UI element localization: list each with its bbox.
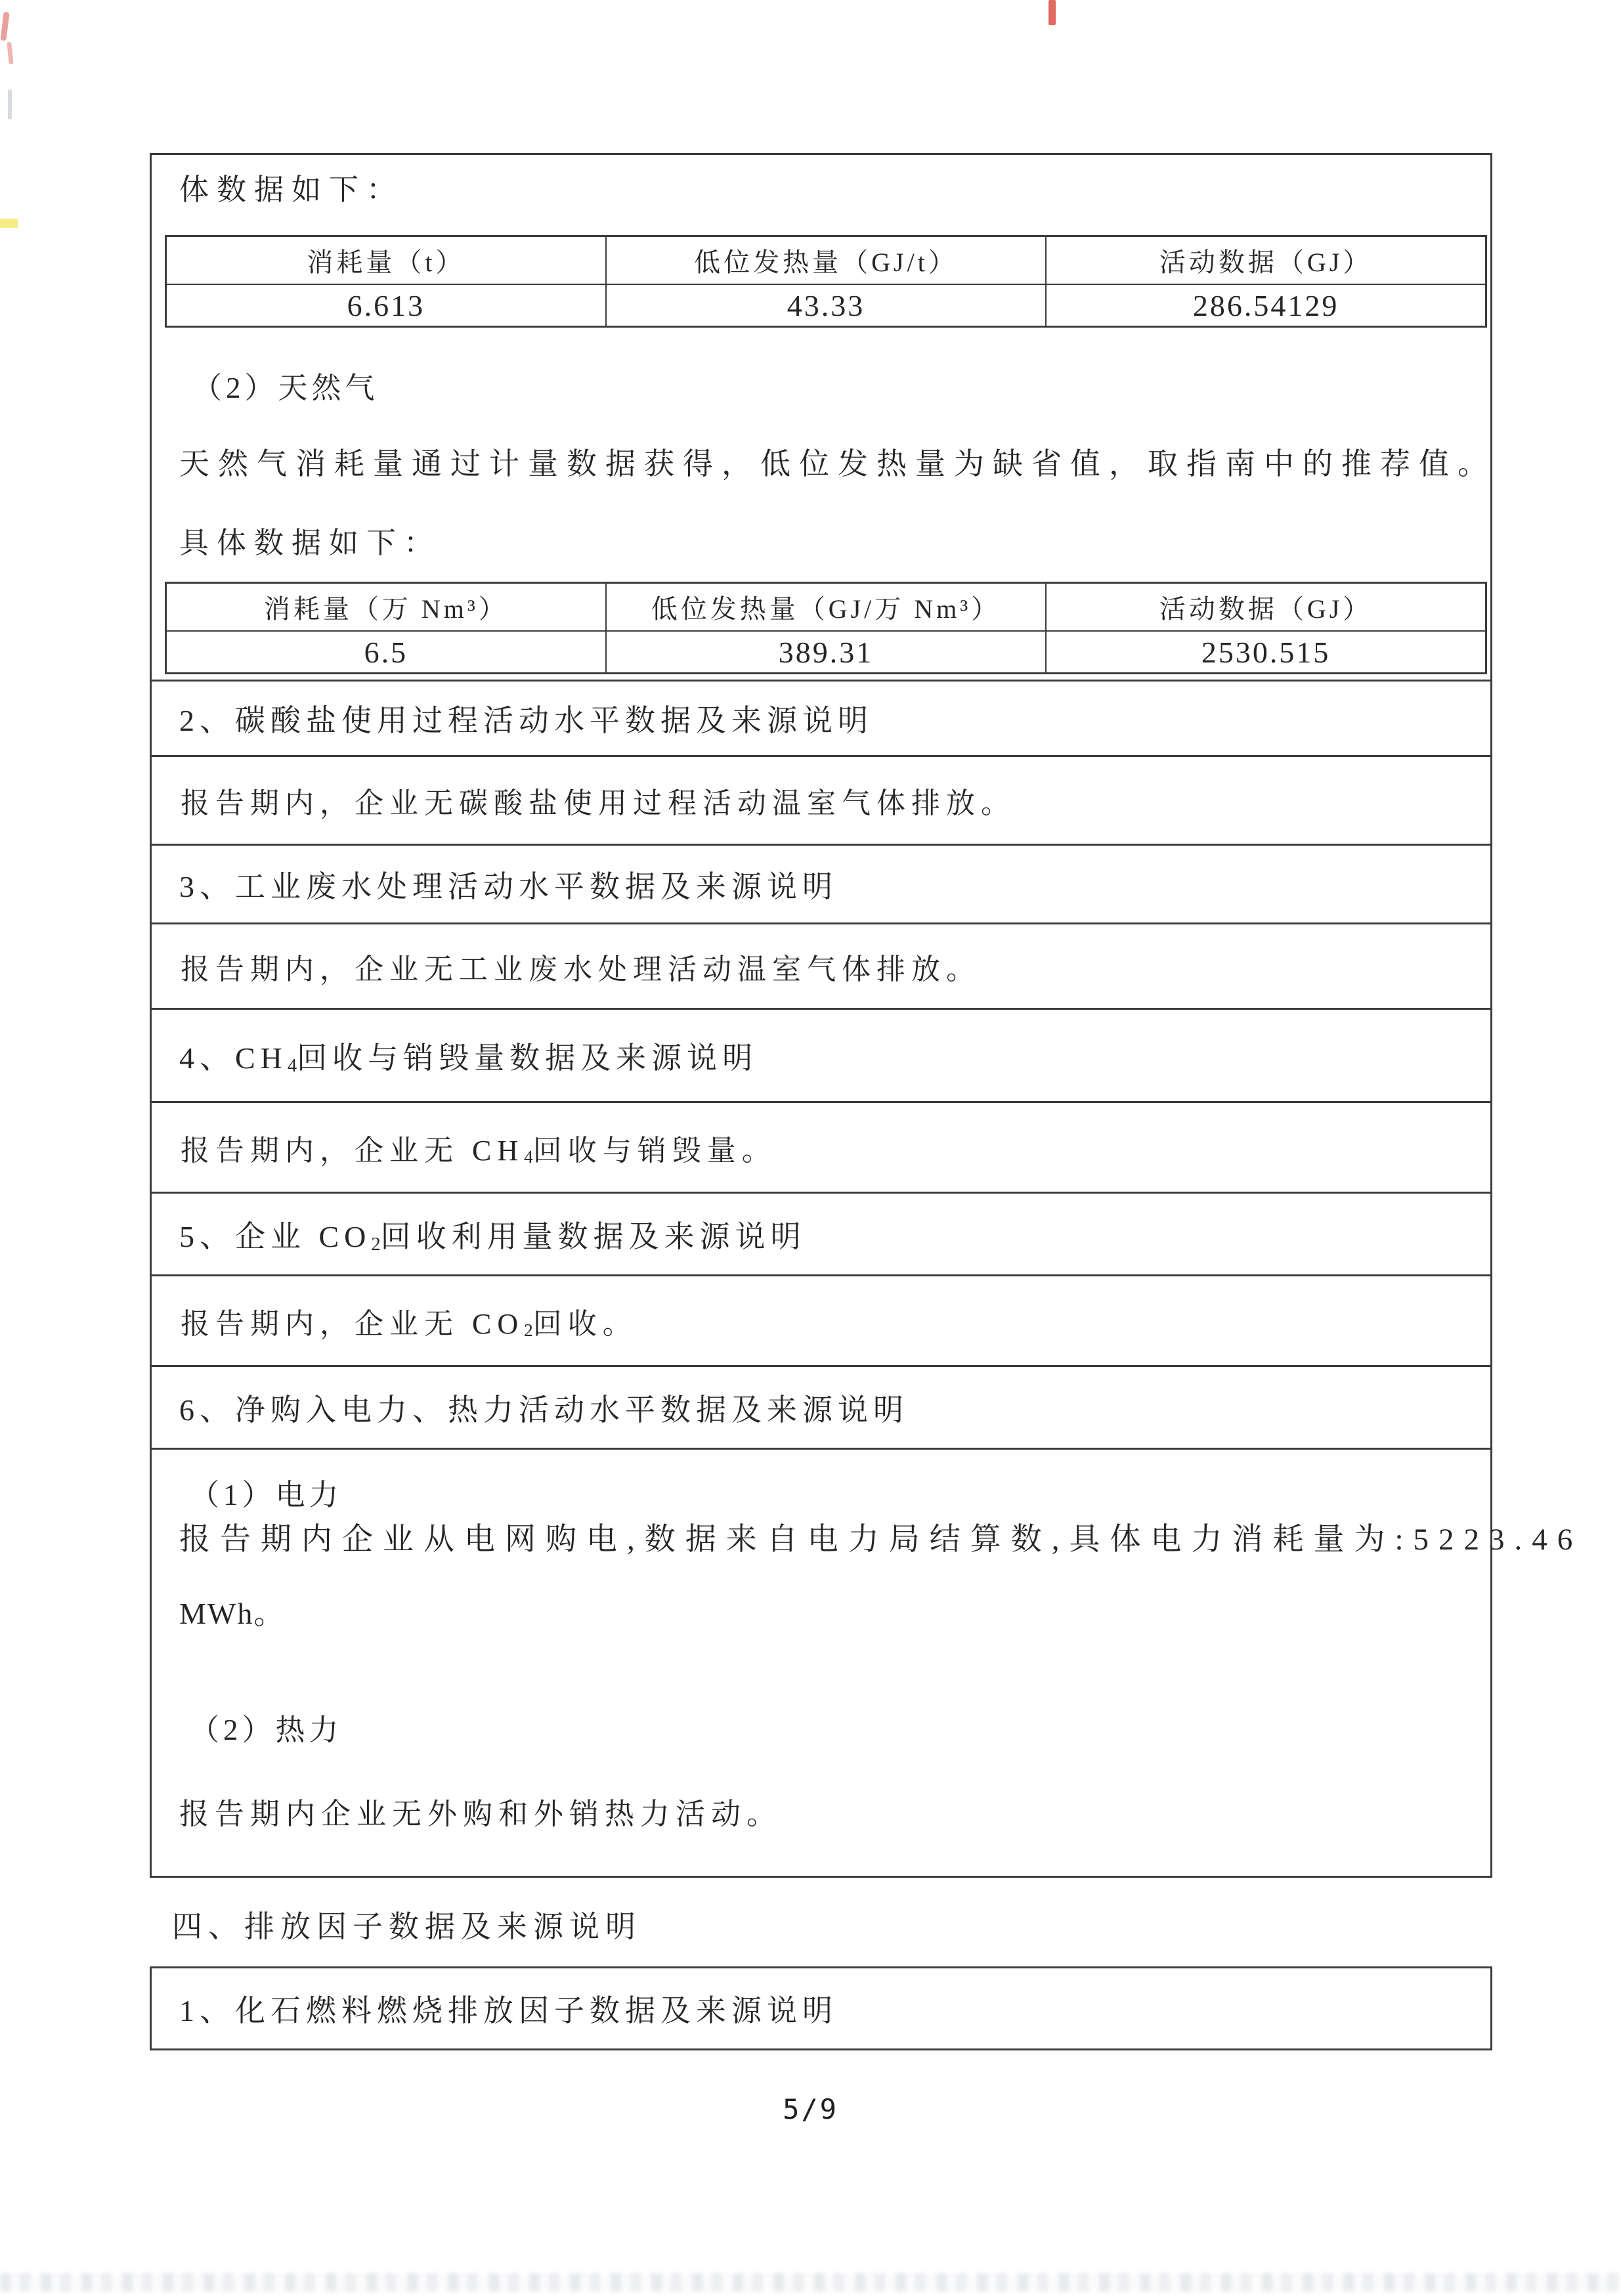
- coal-data-table: [165, 235, 1487, 328]
- gas-intro-line: 具体数据如下：: [179, 527, 442, 559]
- power-heading-row: [152, 1367, 1490, 1450]
- power-heading: 6、净购入电力、热力活动水平数据及来源说明: [179, 1393, 909, 1427]
- fuel-intro-line: 体数据如下：: [179, 173, 404, 206]
- scan-yellow-mark: [0, 219, 18, 228]
- heat-value: 389.31: [606, 631, 1046, 674]
- natural-gas-subheading: （2）天然气: [192, 372, 379, 404]
- fossil-fuel-factor-box: [150, 1966, 1492, 2050]
- heat-note: 报告期内企业无外购和外销热力活动。: [179, 1798, 783, 1830]
- table-header-row: [166, 583, 1486, 632]
- ch4-subscript: 4: [524, 1147, 533, 1167]
- electricity-note-line2: MWh。: [179, 1597, 286, 1630]
- col-activity-data: 活动数据（GJ）: [1046, 236, 1486, 285]
- consumption-value: 6.613: [166, 284, 606, 327]
- consumption-value: 6.5: [166, 631, 606, 674]
- col-heat-value: 低位发热量（GJ/t）: [606, 236, 1046, 285]
- page-bleed-artifact: [0, 2273, 1621, 2291]
- scan-red-mark: [1048, 0, 1056, 25]
- fuel-detail-row: [152, 155, 1496, 682]
- col-consumption: 消耗量（t）: [166, 236, 606, 285]
- col-consumption: 消耗量（万 Nm³）: [166, 583, 606, 632]
- wastewater-heading: 3、工业废水处理活动水平数据及来源说明: [179, 869, 838, 903]
- ch4-heading: 4、$CH_4$回收与销毁量数据及来源说明: [179, 1041, 758, 1076]
- gas-data-table: [165, 582, 1487, 674]
- scan-gray-mark: [8, 89, 12, 119]
- carbonate-heading-row: [152, 682, 1490, 757]
- wastewater-note: 报告期内，企业无工业废水处理活动温室气体排放。: [181, 953, 981, 986]
- ch4-subscript: 4: [287, 1055, 297, 1076]
- col-heat-value: 低位发热量（GJ/万 Nm³）: [606, 583, 1046, 632]
- table-header-row: [166, 236, 1486, 285]
- heat-subheading: （2）热力: [190, 1714, 343, 1746]
- ch4-heading-row: [152, 1010, 1490, 1103]
- co2-note: 报告期内，企业无 $CO_2$回收。: [181, 1307, 638, 1341]
- wastewater-heading-row: [152, 846, 1490, 924]
- co2-subscript: 2: [524, 1320, 533, 1341]
- ch4-note-row: [152, 1103, 1490, 1194]
- scan-red-mark: [7, 42, 14, 65]
- co2-subscript: 2: [371, 1234, 381, 1255]
- table-value-row: [166, 284, 1486, 327]
- co2-note-row: [152, 1276, 1490, 1367]
- power-detail-row: [152, 1450, 1583, 1876]
- scan-red-mark: [0, 12, 9, 41]
- fossil-fuel-factor-heading: 1、化石燃料燃烧排放因子数据及来源说明: [179, 1994, 838, 2027]
- table-value-row: [166, 631, 1486, 674]
- heat-value: 43.33: [606, 284, 1046, 327]
- wastewater-note-row: [152, 924, 1490, 1010]
- activity-data-table: [150, 153, 1583, 1878]
- emission-factor-section-heading: 四、排放因子数据及来源说明: [172, 1910, 641, 1943]
- electricity-subheading: （1）电力: [190, 1479, 343, 1511]
- page-number: 5/9: [783, 2093, 838, 2125]
- activity-data-value: 286.54129: [1046, 284, 1486, 327]
- co2-heading-row: [152, 1194, 1490, 1276]
- co2-heading: 5、企业 $CO_2$回收利用量数据及来源说明: [179, 1219, 806, 1255]
- electricity-note-line1: 报告期内企业从电网购电,数据来自电力局结算数,具体电力消耗量为:5223.46: [179, 1523, 1583, 1557]
- col-activity-data: 活动数据（GJ）: [1046, 583, 1486, 632]
- carbonate-note: 报告期内，企业无碳酸盐使用过程活动温室气体排放。: [181, 787, 1016, 819]
- ch4-note: 报告期内，企业无 $CH_4$回收与销毁量。: [181, 1134, 777, 1167]
- activity-data-value: 2530.515: [1046, 631, 1486, 674]
- carbonate-note-row: [152, 757, 1490, 846]
- carbonate-heading: 2、碳酸盐使用过程活动水平数据及来源说明: [179, 704, 873, 737]
- natural-gas-note: 天然气消耗量通过计量数据获得，低位发热量为缺省值，取指南中的推荐值。: [179, 447, 1496, 481]
